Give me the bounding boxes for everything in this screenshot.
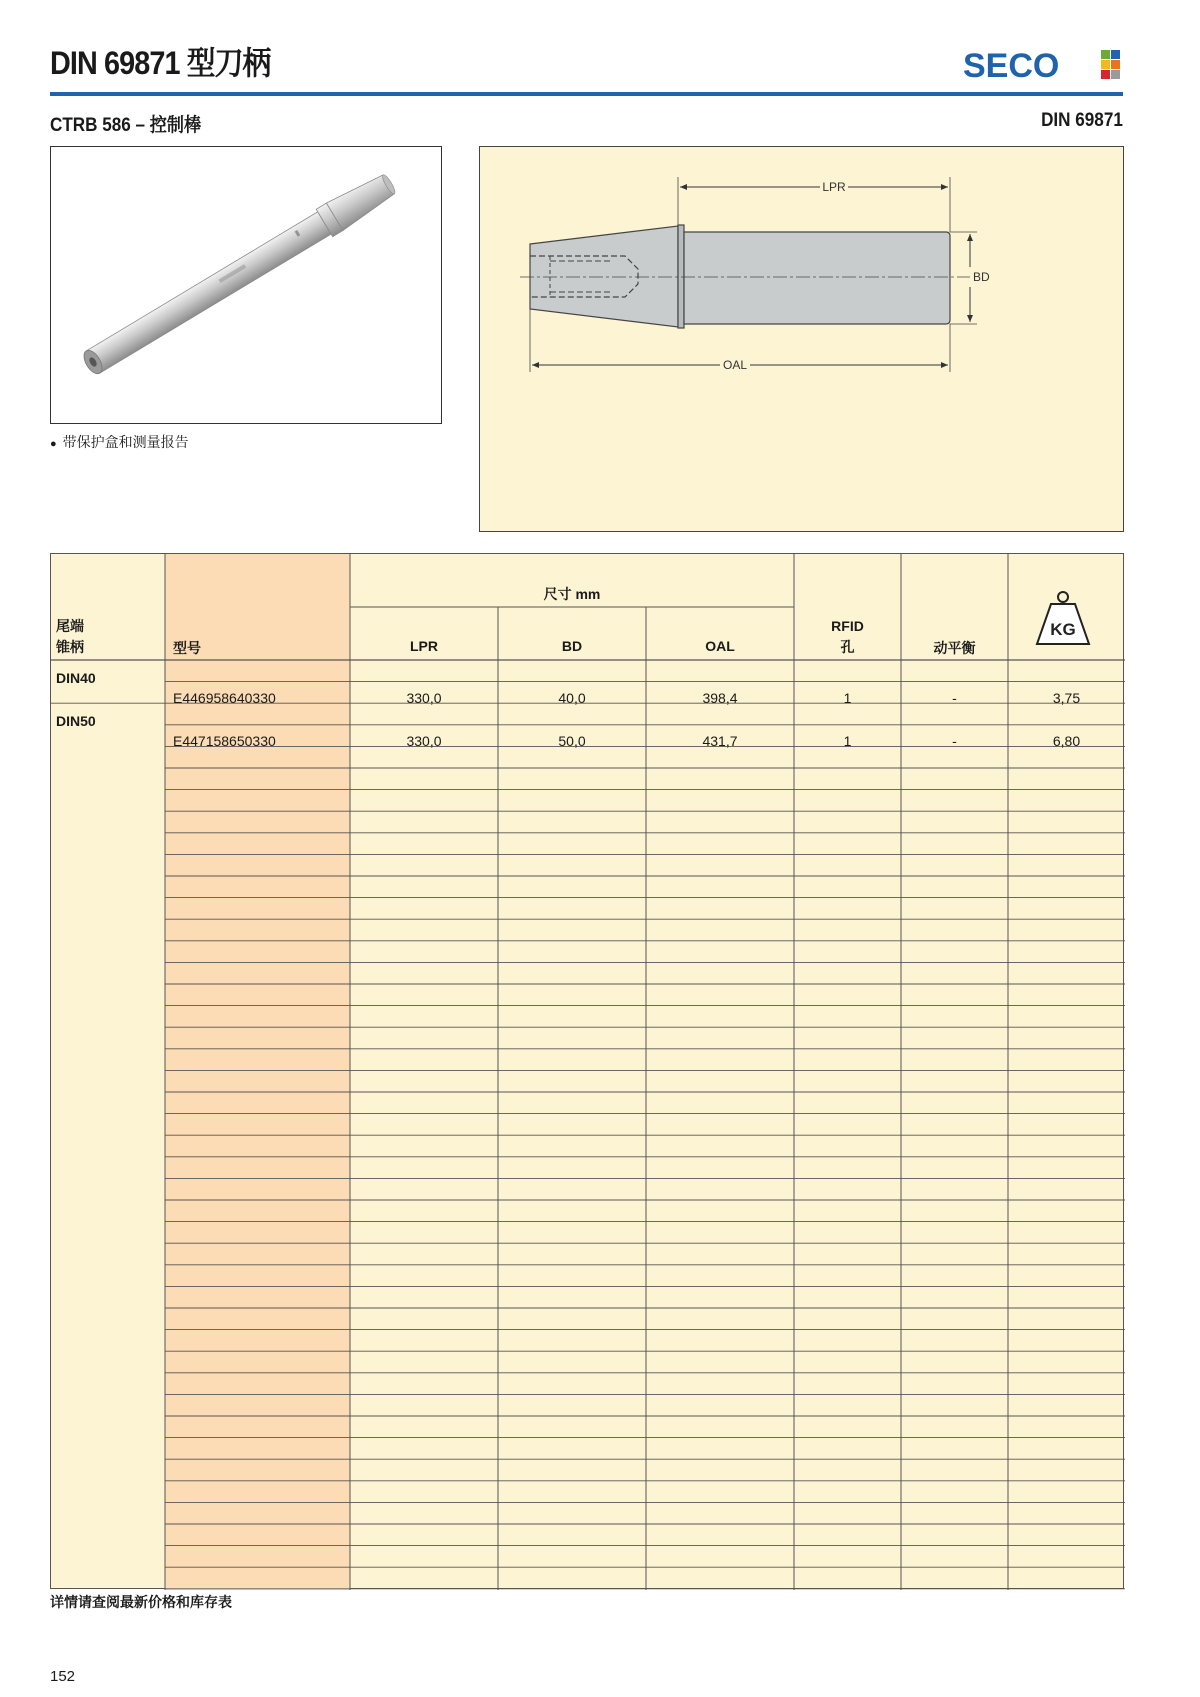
- table-grid: [51, 554, 1125, 1590]
- weight-row-2: 6,80: [1052, 733, 1081, 749]
- bd-row-2: 50,0: [558, 733, 586, 749]
- page-title: DIN 69871 型刀柄: [50, 45, 271, 81]
- rfid-row-1: 1: [843, 690, 852, 706]
- product-table: [50, 553, 1124, 1589]
- header-rfid: RFID 孔: [831, 618, 864, 655]
- brand-text: SECO: [963, 47, 1060, 84]
- bd-row-1: 40,0: [558, 690, 586, 706]
- weight-kg-icon: [1033, 590, 1093, 650]
- model-row-2[interactable]: E447158650330: [173, 733, 276, 749]
- weight-row-1: 3,75: [1052, 690, 1081, 706]
- header-lpr: LPR: [410, 638, 438, 654]
- header-taper: 尾端 锥柄: [56, 618, 84, 655]
- bar-shape: [684, 232, 950, 324]
- header-bd: BD: [561, 638, 583, 654]
- taper-din40: DIN40: [56, 670, 96, 686]
- header-model: 型号: [173, 640, 201, 656]
- oal-row-1: 398,4: [702, 690, 738, 706]
- header-oal: OAL: [705, 638, 735, 654]
- kg-label: KG: [1050, 620, 1076, 639]
- taper-shape: [530, 226, 678, 327]
- technical-drawing: [479, 146, 1124, 532]
- rfid-row-2: 1: [843, 733, 852, 749]
- lpr-row-1: 330,0: [406, 690, 442, 706]
- lpr-row-2: 330,0: [406, 733, 442, 749]
- header-balance: 动平衡: [933, 640, 976, 656]
- seco-logo: [963, 44, 1123, 84]
- balance-row-2: -: [952, 733, 957, 749]
- flange-shape: [678, 225, 684, 328]
- product-subtitle: CTRB 586 – 控制棒: [50, 115, 202, 136]
- taper-din50: DIN50: [56, 713, 96, 729]
- model-row-1[interactable]: E446958640330: [173, 690, 276, 706]
- oal-row-2: 431,7: [702, 733, 738, 749]
- balance-row-1: -: [952, 690, 957, 706]
- page-number: 152: [50, 1668, 76, 1685]
- standard-label: DIN 69871: [1041, 110, 1123, 131]
- dimension-drawing: [480, 147, 1123, 531]
- oal-label: OAL: [722, 358, 748, 372]
- bullet-icon: ●: [50, 438, 57, 450]
- footnote: 详情请查阅最新价格和库存表: [50, 1594, 232, 1610]
- header-rule: [50, 92, 1123, 96]
- header-dimensions: 尺寸 mm: [543, 586, 601, 602]
- bd-label: BD: [973, 270, 990, 284]
- lpr-label: LPR: [822, 180, 846, 194]
- product-photo: [50, 146, 442, 424]
- feature-text: 带保护盒和测量报告: [62, 434, 189, 450]
- control-bar-illustration: [51, 147, 441, 423]
- feature-bullet: [50, 432, 189, 452]
